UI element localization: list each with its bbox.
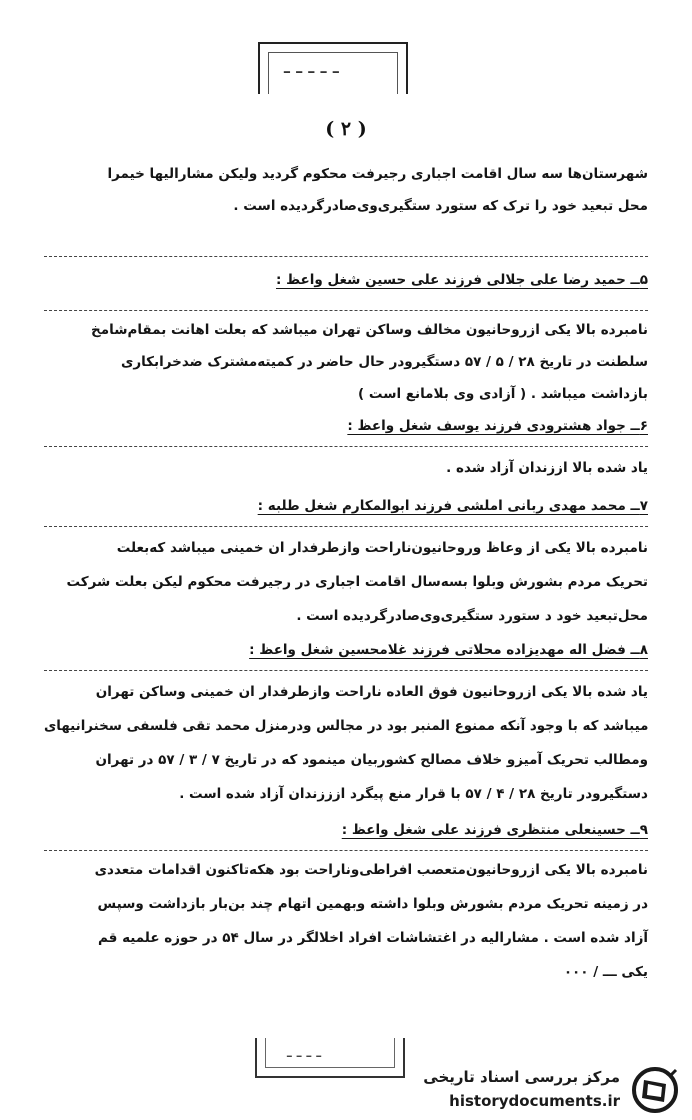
body-line: محل‌تبعید خود د ستورد ستگیری‌وی‌صادرگردیده است .	[296, 608, 648, 624]
divider	[44, 310, 648, 311]
body-line: میباشد که با وجود آنکه ممنوع المنبر بود در مجالس ودرمنزل محمد تقی فلسفی سخنرانیهای	[43, 718, 648, 734]
archive-title: مرکز بررسی اسناد تاریخی	[423, 1068, 620, 1086]
footer-stamp: ـ ـ ـ ـ	[255, 1038, 405, 1078]
body-line: یاد شده بالا اززندان آزاد شده .	[446, 460, 648, 476]
body-line: آزاد شده است . مشارالیه در اغتشاشات افراد اخلالگر در سال ۵۴ در حوزه علمیه قم	[97, 930, 648, 946]
page-number: ( ۲ )	[325, 118, 367, 140]
section-heading-7: ۷ــ محمد مهدی ربانی املشی فرزند ابوالمکارم شغل طلبه :	[257, 498, 648, 514]
body-line: نامبرده بالا یکی ازروحانیون‌متعصب افراطی‌وناراحت بود هکه‌تاکنون اقدامات متعددی	[94, 862, 648, 878]
divider	[44, 256, 648, 257]
section-heading-5: ۵ــ حمید رضا علی جلالی فرزند علی حسین شغل واعظ :	[276, 272, 648, 288]
body-line: ومطالب تحریک آمیزو خلاف مصالح کشوربیان مینمود که در تاریخ ۷ / ۳ / ۵۷ در تهران	[95, 752, 648, 768]
body-line: دستگیرودر تاریخ ۲۸ / ۴ / ۵۷ با قرار منع پیگرد ازززندان آزاد شده است .	[179, 786, 648, 802]
body-line: تحریک مردم بشورش وبلوا بسه‌سال اقامت اجباری در رجیرفت محکوم لیکن بعلت شرکت	[66, 574, 648, 590]
section-heading-6: ۶ــ جواد هشترودی فرزند یوسف شغل واعظ :	[347, 418, 648, 434]
divider	[44, 850, 648, 851]
body-line: نامبرده بالا یکی ازروحانیون مخالف وساکن تهران میباشد که بعلت اهانت بمقام‌شامخ	[91, 322, 648, 338]
continuation-mark: یکی ـــ / ۰۰۰	[563, 964, 648, 980]
body-line: محل تبعید خود را ترک که ستورد ستگیری‌وی‌صادرگردیده است .	[233, 198, 648, 214]
divider	[44, 526, 648, 527]
body-line: یاد شده بالا یکی ازروحانیون فوق العاده ناراحت وازطرفدار ان خمینی وساکن تهران	[95, 684, 648, 700]
section-heading-9: ۹ــ حسینعلی منتظری فرزند علی شغل واعظ :	[341, 822, 648, 838]
divider	[44, 670, 648, 671]
archive-emblem-icon	[630, 1066, 680, 1114]
body-line: بازداشت میباشد . ( آزادی وی بلامانع است )	[358, 386, 648, 402]
body-line: در زمینه تحریک مردم بشورش وبلوا داشته وبهمین اتهام چند بن‌بار بازداشت وسپس	[97, 896, 648, 912]
classification-stamp: ـ ـ ـ ـ ـ	[258, 42, 408, 94]
body-line: شهرستان‌ها سه سال اقامت اجباری رجیرفت محکوم گردید ولیکن مشارالیها خیمرا	[107, 166, 648, 182]
archive-logo	[408, 1062, 692, 1120]
divider	[44, 446, 648, 447]
body-line: سلطنت در تاریخ ۲۸ / ۵ / ۵۷ دستگیرودر حال حاضر در کمیته‌مشترک ضدخرابکاری	[120, 354, 648, 370]
section-heading-8: ۸ــ فضل اله مهدیزاده محلاتی فرزند غلامحسین شغل واعظ :	[249, 642, 648, 658]
body-line: نامبرده بالا یکی از وعاظ وروحانیون‌ناراحت وازطرفدار ان خمینی میباشد که‌بعلت	[116, 540, 648, 556]
archive-url: historydocuments.ir	[449, 1092, 620, 1110]
